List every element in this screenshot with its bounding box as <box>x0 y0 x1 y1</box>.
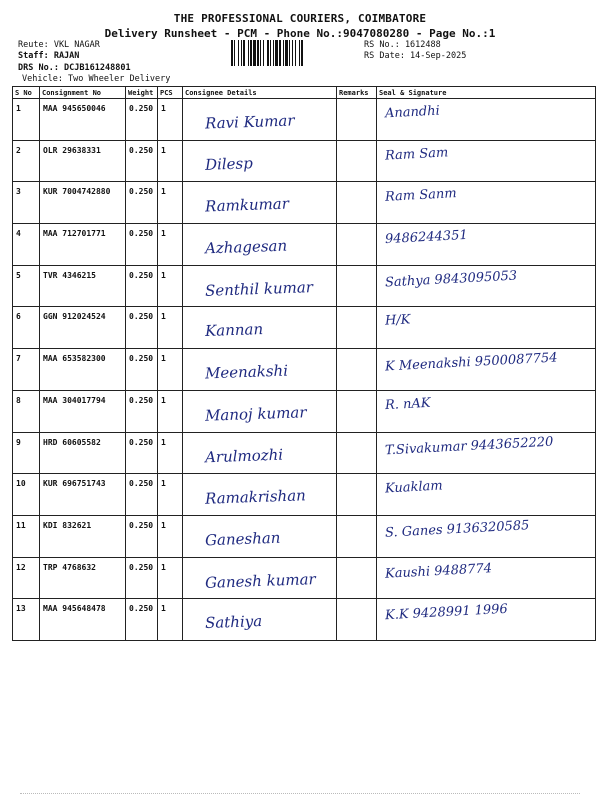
handwritten-consignee: Ganeshan <box>204 528 281 550</box>
row-consignment-no: OLR 29638331 <box>40 140 126 182</box>
row-pcs: 1 <box>158 99 183 141</box>
row-sno: 10 <box>13 474 40 516</box>
barcode <box>231 40 358 66</box>
row-consignment-no: KDI 832621 <box>40 515 126 557</box>
row-signature <box>377 599 596 641</box>
table-row <box>13 557 596 599</box>
row-signature <box>377 474 596 516</box>
row-signature <box>377 390 596 432</box>
row-consignment-no: HRD 60605582 <box>40 432 126 474</box>
row-remarks <box>337 224 377 266</box>
row-remarks <box>337 307 377 349</box>
handwritten-consignee: Arulmozhi <box>204 445 284 466</box>
company-title: THE PROFESSIONAL COURIERS, COIMBATORE <box>173 12 427 25</box>
table-row <box>13 349 596 391</box>
row-signature <box>377 224 596 266</box>
row-sno: 13 <box>13 599 40 641</box>
row-consignee <box>183 390 337 432</box>
handwritten-signature: Ram Sam <box>384 145 449 164</box>
row-signature <box>377 515 596 557</box>
row-pcs: 1 <box>158 515 183 557</box>
rs-date: RS Date: 14-Sep-2025 <box>364 51 467 61</box>
handwritten-consignee: Kannan <box>204 320 264 341</box>
row-signature <box>377 557 596 599</box>
drs-number: DRS No.: DCJB161248801 <box>18 63 131 73</box>
row-consignment-no: TVR 4346215 <box>40 265 126 307</box>
table-row <box>13 307 596 349</box>
row-signature <box>377 307 596 349</box>
col-header-remarks: Remarks <box>337 87 377 99</box>
row-consignee <box>183 265 337 307</box>
handwritten-consignee: Ramkumar <box>204 194 290 216</box>
handwritten-consignee: Azhagesan <box>204 236 288 258</box>
row-consignee <box>183 599 337 641</box>
table-row <box>13 99 596 141</box>
row-pcs: 1 <box>158 557 183 599</box>
row-pcs: 1 <box>158 390 183 432</box>
row-pcs: 1 <box>158 599 183 641</box>
row-consignee <box>183 140 337 182</box>
table-row <box>13 432 596 474</box>
table-row <box>13 390 596 432</box>
bottom-border <box>20 790 580 794</box>
row-weight: 0.250 <box>126 432 158 474</box>
row-signature <box>377 182 596 224</box>
handwritten-consignee: Ramakrishan <box>204 486 307 508</box>
row-consignment-no: KUR 696751743 <box>40 474 126 516</box>
handwritten-signature: Anandhi <box>384 103 441 122</box>
col-header-pcs: PCS <box>158 87 183 99</box>
row-consignment-no: MAA 304017794 <box>40 390 126 432</box>
vehicle-label: Vehicle: Two Wheeler Delivery <box>22 74 171 84</box>
col-header-consignee: Consignee Details <box>183 87 337 99</box>
row-remarks <box>337 557 377 599</box>
handwritten-signature: H/K <box>384 312 411 330</box>
row-consignee <box>183 182 337 224</box>
row-sno: 3 <box>13 182 40 224</box>
row-remarks <box>337 390 377 432</box>
handwritten-signature: Kaushi 9488774 <box>384 560 493 582</box>
row-signature <box>377 349 596 391</box>
staff-label: Staff: RAJAN <box>18 51 80 61</box>
row-signature <box>377 265 596 307</box>
row-consignee <box>183 99 337 141</box>
row-signature <box>377 99 596 141</box>
row-consignee <box>183 349 337 391</box>
route-label: Reute: VKL NAGAR <box>18 40 100 50</box>
row-weight: 0.250 <box>126 599 158 641</box>
handwritten-consignee: Meenakshi <box>204 361 289 383</box>
row-weight: 0.250 <box>126 349 158 391</box>
row-consignment-no: MAA 712701771 <box>40 224 126 266</box>
table-row <box>13 140 596 182</box>
row-consignment-no: MAA 653582300 <box>40 349 126 391</box>
row-consignment-no: TRP 4768632 <box>40 557 126 599</box>
row-weight: 0.250 <box>126 557 158 599</box>
row-remarks <box>337 140 377 182</box>
table-row <box>13 224 596 266</box>
col-header-consignment: Consignment No <box>40 87 126 99</box>
row-consignee <box>183 224 337 266</box>
row-pcs: 1 <box>158 182 183 224</box>
row-weight: 0.250 <box>126 140 158 182</box>
row-sno: 12 <box>13 557 40 599</box>
handwritten-consignee: Sathiya <box>204 612 263 633</box>
row-remarks <box>337 349 377 391</box>
row-remarks <box>337 474 377 516</box>
handwritten-consignee: Ganesh kumar <box>204 569 316 592</box>
row-weight: 0.250 <box>126 224 158 266</box>
handwritten-signature: Sathya 9843095053 <box>384 268 518 291</box>
row-remarks <box>337 515 377 557</box>
table-row <box>13 599 596 641</box>
row-sno: 11 <box>13 515 40 557</box>
row-consignment-no: MAA 945650046 <box>40 99 126 141</box>
handwritten-signature: K.K 9428991 1996 <box>384 602 509 624</box>
table-header-row <box>13 87 596 99</box>
row-consignment-no: GGN 912024524 <box>40 307 126 349</box>
handwritten-signature: K Meenakshi 9500087754 <box>384 350 558 375</box>
col-header-weight: Weight <box>126 87 158 99</box>
row-consignment-no: KUR 7004742880 <box>40 182 126 224</box>
row-consignee <box>183 557 337 599</box>
handwritten-consignee: Dilesp <box>204 153 254 174</box>
row-sno: 4 <box>13 224 40 266</box>
row-weight: 0.250 <box>126 182 158 224</box>
handwritten-consignee: Ravi Kumar <box>204 111 295 133</box>
row-pcs: 1 <box>158 307 183 349</box>
row-pcs: 1 <box>158 265 183 307</box>
row-remarks <box>337 599 377 641</box>
row-weight: 0.250 <box>126 265 158 307</box>
runsheet-subtitle: Delivery Runsheet - PCM - Phone No.:9047080280 - Page No.:1 <box>104 27 496 40</box>
row-pcs: 1 <box>158 140 183 182</box>
row-sno: 5 <box>13 265 40 307</box>
row-pcs: 1 <box>158 224 183 266</box>
handwritten-signature: R. nAK <box>384 395 431 413</box>
row-signature <box>377 140 596 182</box>
row-pcs: 1 <box>158 432 183 474</box>
row-weight: 0.250 <box>126 515 158 557</box>
row-remarks <box>337 99 377 141</box>
runsheet-table <box>12 86 596 641</box>
handwritten-signature: S. Ganes 9136320585 <box>384 518 530 541</box>
table-row <box>13 474 596 516</box>
row-remarks <box>337 182 377 224</box>
row-sno: 8 <box>13 390 40 432</box>
handwritten-consignee: Manoj kumar <box>204 403 307 425</box>
row-consignment-no: MAA 945648478 <box>40 599 126 641</box>
handwritten-signature: T.Sivakumar 9443652220 <box>384 434 554 458</box>
row-consignee <box>183 474 337 516</box>
handwritten-signature: 9486244351 <box>384 227 469 248</box>
row-weight: 0.250 <box>126 307 158 349</box>
row-consignee <box>183 432 337 474</box>
col-header-signature: Seal & Signature <box>377 87 596 99</box>
table-row <box>13 182 596 224</box>
row-remarks <box>337 265 377 307</box>
handwritten-signature: Kuaklam <box>384 478 444 497</box>
row-weight: 0.250 <box>126 99 158 141</box>
col-header-sno: S No <box>13 87 40 99</box>
row-remarks <box>337 432 377 474</box>
row-consignee <box>183 307 337 349</box>
row-signature <box>377 432 596 474</box>
row-sno: 1 <box>13 99 40 141</box>
row-weight: 0.250 <box>126 474 158 516</box>
handwritten-signature: Ram Sanm <box>384 186 457 206</box>
row-sno: 9 <box>13 432 40 474</box>
row-weight: 0.250 <box>126 390 158 432</box>
rs-number: RS No.: 1612488 <box>364 40 441 50</box>
row-consignee <box>183 515 337 557</box>
row-sno: 2 <box>13 140 40 182</box>
row-pcs: 1 <box>158 474 183 516</box>
table-row <box>13 265 596 307</box>
row-sno: 7 <box>13 349 40 391</box>
row-sno: 6 <box>13 307 40 349</box>
handwritten-consignee: Senthil kumar <box>204 277 314 300</box>
row-pcs: 1 <box>158 349 183 391</box>
table-row <box>13 515 596 557</box>
